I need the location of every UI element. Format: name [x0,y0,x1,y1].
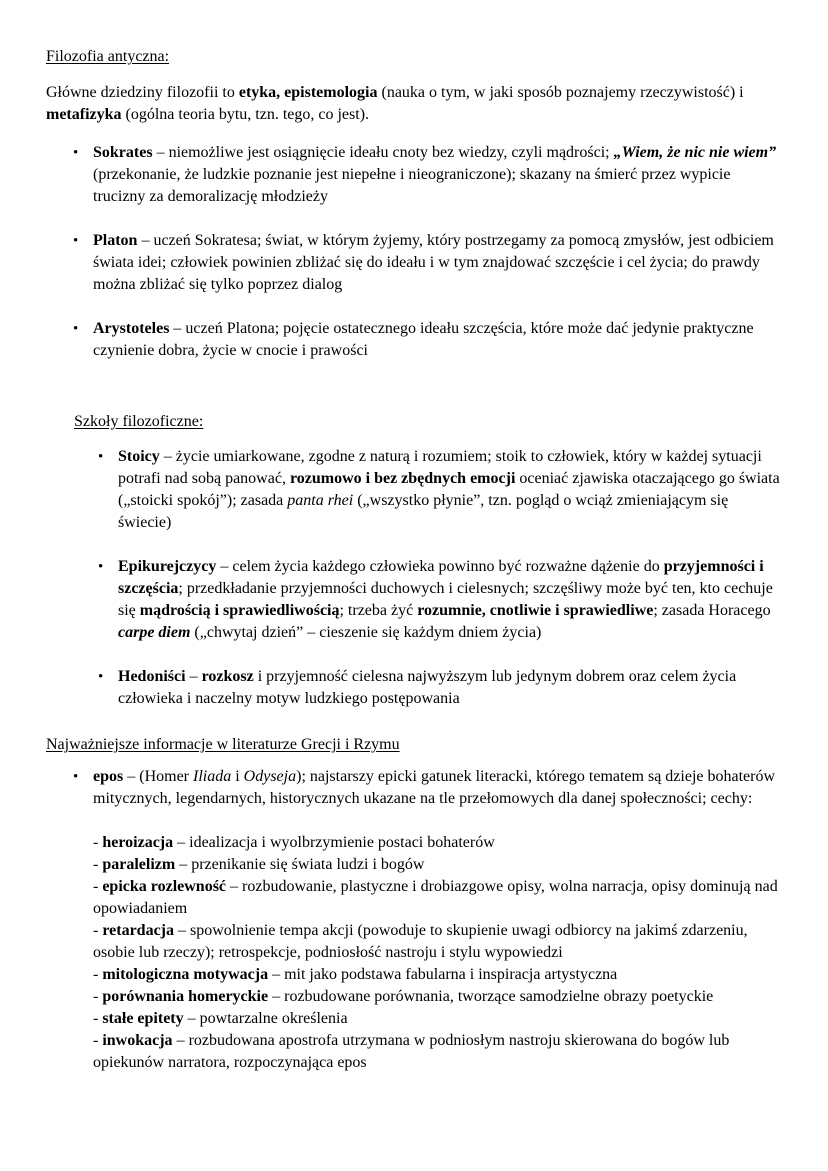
list-item-text: Hedoniści – rozkosz i przyjemność cielesna najwyższym lub jedynym dobrem oraz celem życia człowieka i naczelny motyw ludzkiego postępowania [118,668,737,707]
list-item-arystoteles [46,318,780,362]
list-item-sokrates [46,142,780,208]
bullet-icon: • [98,669,104,685]
feature-retardacja: - retardacja – spowolnienie tempa akcji (powoduje to skupienie uwagi odbiorcy na jakimś zdarzeniu, osobie lub rzeczy); retrospekcje, podniosłość nastroju i stylu wypowiedzi [93,922,748,961]
list-item-stoicy [71,446,780,534]
list-item-text: Stoicy – życie umiarkowane, zgodne z naturą i rozumiem; stoik to człowiek, który w każdej sytuacji potrafi nad sobą panować, rozumowo i bez zbędnych emocji oceniać zjawiska otaczającego go świata („stoicki spokój”); zasada panta rhei („wszystko płynie”, tzn. pogląd o wciąż zmieniającym się świecie) [118,448,780,531]
intro-paragraph: Główne dziedziny filozofii to etyka, epistemologia (nauka o tym, w jaki sposób poznajemy rzeczywistość) i metafizyka (ogólna teoria bytu, tzn. tego, co jest). [46,84,744,123]
bullet-icon: • [98,559,104,575]
feature-inwokacja: - inwokacja – rozbudowana apostrofa utrzymana w podniosłym nastroju skierowana do bogów lub opiekunów narratora, rozpoczynająca epos [93,1032,730,1071]
list-item-text: Epikurejczycy – celem życia każdego człowieka powinno być rozważne dążenie do przyjemności i szczęścia; przedkładanie przyjemności duchowych i cielesnych; szczęśliwy może być ten, kto cechuje się mądrością i sprawiedliwością; trzeba żyć rozumnie, cnotliwie i sprawiedliwe; zasada Horacego carpe diem („chwytaj dzień” – cieszenie się każdym dniem życia) [118,558,773,641]
epos-features-list [93,832,780,1074]
bullet-icon: • [73,145,79,161]
bullet-icon: • [73,769,79,785]
feature-stale-epitety: - stałe epitety – powtarzalne określenia [93,1010,348,1027]
list-item-epikurejczycy [71,556,780,644]
feature-mitologiczna-motywacja: - mitologiczna motywacja – mit jako podstawa fabularna i inspiracja artystyczna [93,966,618,983]
heading-filozofia-antyczna: Filozofia antyczna: [46,48,170,65]
bullet-icon: • [73,321,79,337]
feature-heroizacja: - heroizacja – idealizacja i wyolbrzymienie postaci bohaterów [93,834,495,851]
feature-epicka-rozlewnosc: - epicka rozlewność – rozbudowanie, plastyczne i drobiazgowe opisy, wolna narracja, opisy dominują nad opowiadaniem [93,878,778,917]
feature-paralelizm: - paralelizm – przenikanie się świata ludzi i bogów [93,856,425,873]
epos-definition: epos – (Homer Iliada i Odyseja); najstarszy epicki gatunek literacki, którego tematem są dzieje bohaterów mitycznych, legendarnych, historycznych ukazane na tle przełomowych dla danej społeczności; cechy: [93,768,776,807]
list-item-platon [46,230,780,296]
list-item-text: Sokrates – niemożliwe jest osiągnięcie ideału cnoty bez wiedzy, czyli mądrości; „Wiem, że nic nie wiem” (przekonanie, że ludzkie poznanie jest niepełne i nieograniczone); skazany na śmierć przez wypicie trucizny za demoralizację młodzieży [93,144,777,205]
bullet-icon: • [73,233,79,249]
feature-porownania-homeryckie: - porównania homeryckie – rozbudowane porównania, tworzące samodzielne obrazy poetyckie [93,988,714,1005]
heading-literatura-grecji-rzymu: Najważniejsze informacje w literaturze Grecji i Rzymu [46,736,400,753]
list-item-text: Arystoteles – uczeń Platona; pojęcie ostatecznego ideału szczęścia, które może dać jedynie praktyczne czynienie dobra, życie w cnocie i prawości [93,320,754,359]
list-item-hedonisci [71,666,780,710]
list-item-text: Platon – uczeń Sokratesa; świat, w którym żyjemy, który postrzegamy za pomocą zmysłów, jest odbiciem świata idei; człowiek powinien zbliżać się do ideału i w tym znajdować szczęście i cel życia; do prawdy można zbliżać się tylko poprzez dialog [93,232,774,293]
heading-szkoly-filozoficzne: Szkoły filozoficzne: [74,413,204,430]
list-item-body [93,766,780,1074]
list-item-epos [46,766,780,1074]
bullet-icon: • [98,449,104,465]
